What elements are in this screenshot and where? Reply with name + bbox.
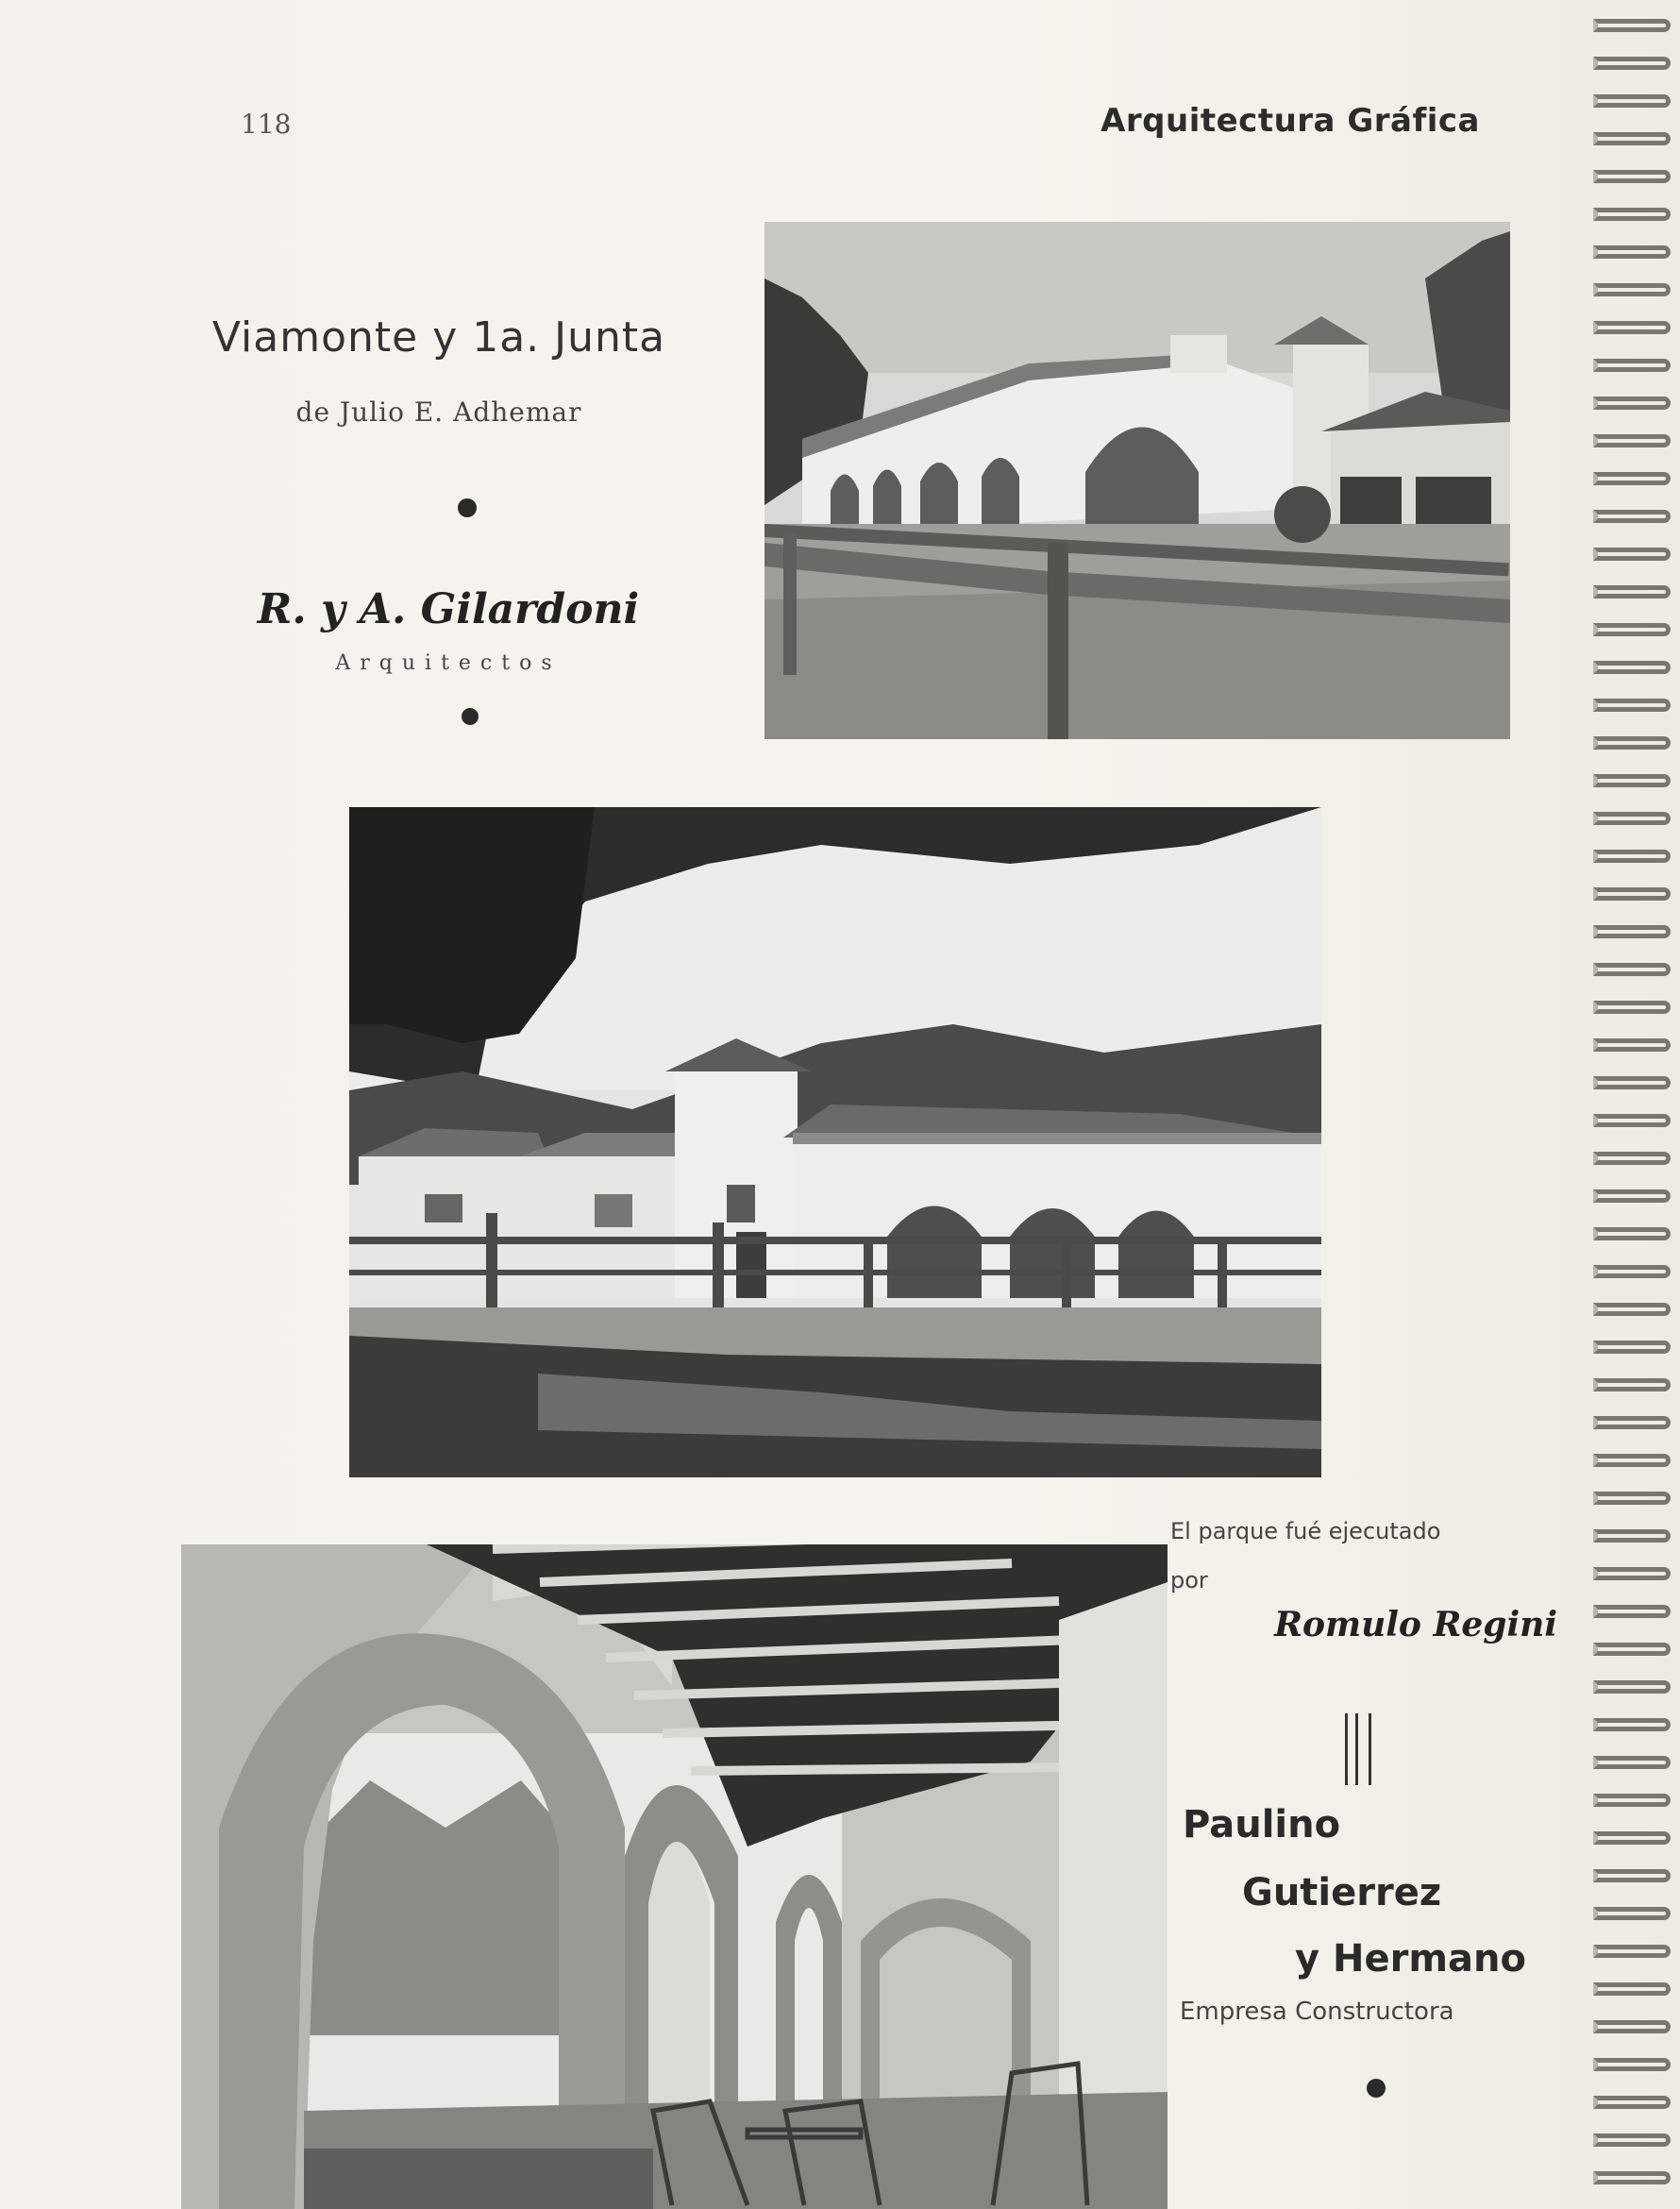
binding-ring	[1593, 1643, 1671, 1656]
park-credit-line1: El parque fué ejecutado	[1170, 1518, 1441, 1544]
project-owner: de Julio E. Adhemar	[295, 396, 582, 428]
binding-ring	[1593, 2133, 1671, 2147]
spiral-binding	[1586, 0, 1680, 2209]
binding-ring	[1593, 1567, 1671, 1580]
binding-ring	[1593, 359, 1671, 372]
binding-ring	[1593, 283, 1671, 296]
binding-ring	[1593, 396, 1671, 410]
park-credit-line2: por	[1170, 1567, 1208, 1594]
binding-ring	[1593, 1982, 1671, 1996]
decorative-bars	[1345, 1713, 1371, 1785]
binding-ring	[1593, 1001, 1671, 1014]
builder-role: Empresa Constructora	[1180, 1998, 1454, 2026]
binding-ring	[1593, 434, 1671, 447]
builder-name-line3: y Hermano	[1295, 1937, 1526, 1981]
page-number: 118	[241, 109, 292, 140]
park-credit	[1170, 1507, 1510, 1605]
binding-ring	[1593, 887, 1671, 901]
binding-ring	[1593, 1227, 1671, 1240]
binding-ring	[1593, 1152, 1671, 1165]
binding-ring	[1593, 736, 1671, 750]
magazine-title: Arquitectura Gráfica	[1100, 102, 1480, 140]
binding-ring	[1593, 1454, 1671, 1467]
separator-dot	[458, 498, 477, 517]
binding-ring	[1593, 2096, 1671, 2109]
binding-ring	[1593, 2171, 1671, 2184]
binding-ring	[1593, 245, 1671, 259]
binding-ring	[1593, 1341, 1671, 1354]
binding-ring	[1593, 1492, 1671, 1505]
binding-ring	[1593, 1605, 1671, 1618]
binding-ring	[1593, 1265, 1671, 1278]
binding-ring	[1593, 1680, 1671, 1694]
separator-dot	[462, 708, 479, 725]
builder-name-line2: Gutierrez	[1242, 1871, 1442, 1914]
binding-ring	[1593, 1907, 1671, 1920]
binding-ring	[1593, 1794, 1671, 1807]
binding-ring	[1593, 661, 1671, 674]
binding-ring	[1593, 623, 1671, 636]
binding-ring	[1593, 2058, 1671, 2071]
binding-ring	[1593, 1038, 1671, 1052]
binding-ring	[1593, 472, 1671, 485]
binding-ring	[1593, 925, 1671, 938]
project-title: Viamonte y 1a. Junta	[211, 313, 666, 362]
separator-dot	[1367, 2079, 1386, 2098]
builder-name-line1: Paulino	[1183, 1803, 1341, 1846]
binding-ring	[1593, 1945, 1671, 1958]
binding-ring	[1593, 1831, 1671, 1845]
binding-ring	[1593, 208, 1671, 221]
photo-arched-veranda-interior	[181, 1544, 1168, 2209]
binding-ring	[1593, 2020, 1671, 2033]
binding-ring	[1593, 1756, 1671, 1769]
binding-ring	[1593, 812, 1671, 825]
binding-ring	[1593, 1869, 1671, 1882]
binding-ring	[1593, 585, 1671, 599]
binding-ring	[1593, 510, 1671, 523]
architects-name: R. y A. Gilardoni	[257, 585, 640, 633]
architects-role: Arquitectos	[335, 651, 562, 675]
binding-ring	[1593, 963, 1671, 976]
photo-house-front-with-tower	[349, 807, 1321, 1477]
park-designer-name: Romulo Regini	[1274, 1605, 1557, 1644]
binding-ring	[1593, 94, 1671, 108]
binding-ring	[1593, 132, 1671, 145]
binding-ring	[1593, 1378, 1671, 1391]
binding-ring	[1593, 1416, 1671, 1429]
photo-house-arcade-exterior	[764, 222, 1510, 739]
binding-ring	[1593, 1529, 1671, 1543]
binding-ring	[1593, 19, 1671, 32]
binding-ring	[1593, 1303, 1671, 1316]
binding-ring	[1593, 699, 1671, 712]
binding-ring	[1593, 774, 1671, 787]
binding-ring	[1593, 850, 1671, 863]
binding-ring	[1593, 170, 1671, 183]
binding-ring	[1593, 1114, 1671, 1127]
binding-ring	[1593, 1076, 1671, 1089]
binding-ring	[1593, 321, 1671, 334]
binding-ring	[1593, 57, 1671, 70]
binding-ring	[1593, 1718, 1671, 1731]
binding-ring	[1593, 548, 1671, 561]
binding-ring	[1593, 1189, 1671, 1203]
